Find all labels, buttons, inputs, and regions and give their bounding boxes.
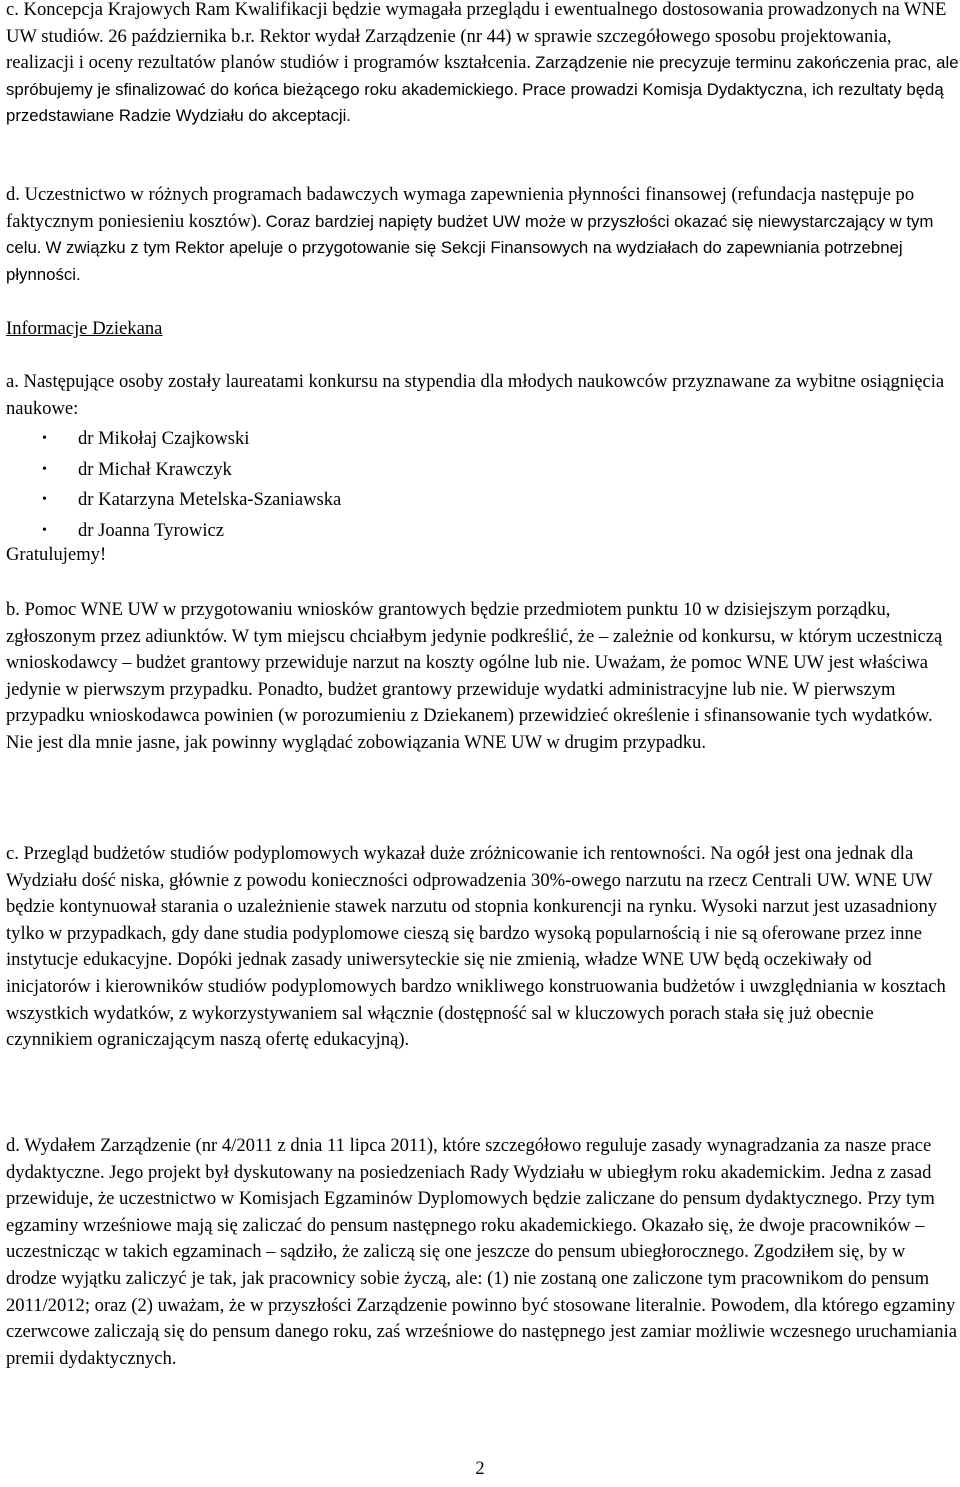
- paragraph-c-text: c. Przegląd budżetów studiów podyplomowych wykazał duże zróżnicowanie ich rentowności. Na ogół jest ona jednak dla Wydziału dość niska, głównie z powodu konieczności odprowadzenia 30%-owego narzutu na rzecz Centrali UW. WNE UW będzie kontynuował starania o uzależnienie stawek narzutu od stopnia konkurencji na rynku. Wysoki narzut jest uzasadniony tylko w przypadkach, gdy dane studia podyplomowe cieszą się bardzo wysoką popularnością i nie są oferowane przez inne instytucje edukacyjne. Dopóki jednak zasady uniwersyteckie się nie zmienią, władze WNE UW będą oczekiwały od inicjatorów i kierowników studiów podyplomowych bardzo wnikliwego konstruowania budżetów i uwzględniania w kosztach wszystkich wydatków, z wykorzystywaniem sal włącznie (dostępność sal w kluczowych porach stała się już obecnie czynnikiem ograniczającym naszą ofertę edukacyjną).: [6, 843, 946, 1051]
- bullet-icon: •: [42, 431, 47, 447]
- bullet-icon: •: [42, 461, 47, 477]
- paragraph-b-grants: [6, 597, 960, 757]
- paragraph-d-plynnosc-sentence-1: d. Uczestnictwo w różnych programach badawczych wymaga zapewnienia płynności finansowej (refundacja następuje po faktycznym poniesieniu kosztów).: [6, 184, 915, 232]
- paragraph-a-intro: a. Następujące osoby zostały laureatami konkursu na stypendia dla młodych naukowców przyznawane za wybitne osiągnięcia naukowe:: [6, 371, 945, 419]
- bullet-icon: •: [42, 492, 47, 508]
- paragraph-b-text: b. Pomoc WNE UW w przygotowaniu wniosków grantowych będzie przedmiotem punktu 10 w dzisiejszym porządku, zgłoszonym przez adiunktów. W tym miejscu chciałbym jedynie podkreślić, że – zależnie od konkursu, w którym uczestniczą wnioskodawcy – budżet grantowy przewiduje narzut na koszty ogólne lub nie. Uważam, że pomoc WNE UW jest właściwa jedynie w pierwszym przypadku. Ponadto, budżet grantowy przewiduje wydatki administracyjne lub nie. W pierwszym przypadku wnioskodawca powinien (w porozumieniu z Dziekanem) przewidzieć określenie i sfinansowanie tych wydatków. Nie jest dla mnie jasne, jak powinny wyglądać zobowiązania WNE UW w drugim przypadku.: [6, 599, 943, 753]
- laureate-name: dr Michał Krawczyk: [78, 458, 232, 480]
- laureate-name: dr Joanna Tyrowicz: [78, 519, 225, 541]
- closing-congratulations: Gratulujemy!: [6, 544, 107, 566]
- section-heading-container: [6, 316, 960, 343]
- bullet-icon: •: [42, 522, 47, 538]
- paragraph-d-text: d. Wydałem Zarządzenie (nr 4/2011 z dnia 11 lipca 2011), które szczegółowo reguluje zasady wynagradzania za nasze prace dydaktyczne. Jego projekt był dyskutowany na posiedzeniach Rady Wydziału w ubiegłym roku akademickim. Jedna z zasad przewiduje, że uczestnictwo w Komisjach Egzaminów Dyplomowych będzie zaliczane do pensum dydaktycznego. Przy tym egzaminy wrześniowe mają się zaliczać do pensum następnego roku akademickiego. Okazało się, że dwoje pracowników – uczestnicząc w takich egzaminach – sądziło, że zaliczą się one jeszcze do pensum ubiegłorocznego. Zgodziłem się, by w drodze wyjątku zaliczyć je tak, jak pracownicy sobie życzą, ale: (1) nie zostaną one zaliczone tym pracownikom do pensum 2011/2012; oraz (2) uważam, że w przyszłości Zarządzenie powinno być stosowane literalnie. Powodem, dla którego egzaminy czerwcowe zaliczają się do pensum danego roku, zaś wrześniowe do następnego jest zamiar możliwie wczesnego uruchamiania premii dydaktycznych.: [6, 1135, 957, 1369]
- paragraph-c-krk-sentence-3: Prace prowadzi Komisja Dydaktyczna, ich rezultaty będą przedstawiane Radzie Wydziału do akceptacji.: [6, 79, 944, 126]
- paragraph-d-plynnosc-sentence-2: Coraz bardziej napięty budżet UW może w przyszłości okazać się niewystarczający w tym celu.: [6, 211, 934, 258]
- list-item: [6, 455, 960, 486]
- paragraph-c-postgrad: [6, 841, 960, 1054]
- paragraph-c-krk-sentence-1: c. Koncepcja Krajowych Ram Kwalifikacji będzie wymagała przeglądu i ewentualnego dostosowania prowadzonych na WNE UW studiów. 26 października b.r. Rektor wydał Zarządzenie (nr 44) w sprawie szczegółowego sposobu projektowania, realizacji i oceny rezultatów planów studiów i programów kształcenia.: [6, 0, 947, 74]
- section-heading: Informacje Dziekana: [6, 318, 163, 339]
- list-item: [6, 485, 960, 516]
- page-number: 2: [475, 1458, 485, 1479]
- paragraph-c-krk-sentence-2: Zarządzenie nie precyzuje terminu zakończenia prac, ale spróbujemy je sfinalizować do końca bieżącego roku akademickiego.: [6, 53, 959, 99]
- paragraph-d-plynnosc-sentence-3: W związku z tym Rektor apeluje o przygotowanie się Sekcji Finansowych na wydziałach do zapewniania potrzebnej płynności.: [6, 238, 903, 284]
- laureates-list: [6, 424, 960, 546]
- paragraph-d-regulation: [6, 1133, 960, 1372]
- laureate-name: dr Katarzyna Metelska-Szaniawska: [78, 489, 342, 511]
- list-item: [6, 516, 960, 547]
- paragraph-a-laureates: [6, 369, 960, 569]
- paragraph-d-plynnosc: [6, 182, 960, 288]
- list-item: [6, 424, 960, 455]
- laureate-name: dr Mikołaj Czajkowski: [78, 428, 250, 450]
- paragraph-c-krk: [6, 0, 960, 130]
